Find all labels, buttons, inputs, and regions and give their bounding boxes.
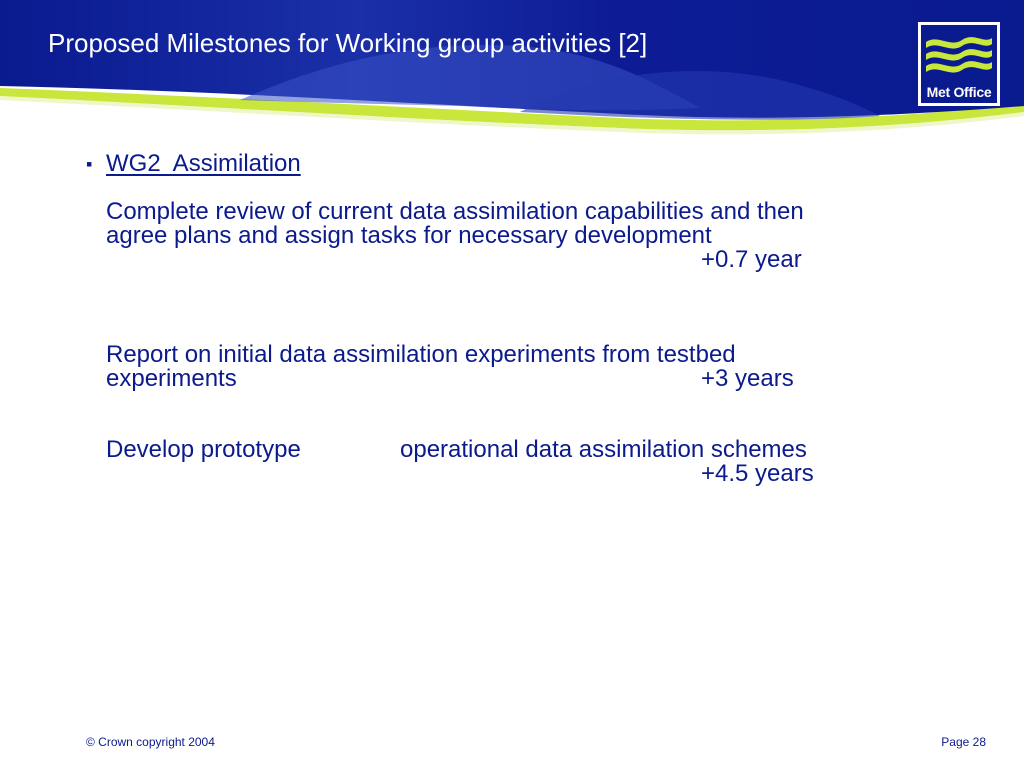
section-bullet xyxy=(86,150,986,180)
milestone-item xyxy=(106,198,986,273)
footer-page-number: Page 28 xyxy=(941,735,986,749)
milestone-line: agree plans and assign tasks for necessary development xyxy=(106,222,712,249)
milestone-duration: +3 years xyxy=(701,365,794,392)
met-office-logo xyxy=(918,22,1000,106)
slide-title: Proposed Milestones for Working group activities [2] xyxy=(48,28,648,58)
logo-text: Met Office xyxy=(926,84,992,100)
square-bullet-icon: ▪ xyxy=(86,154,93,174)
footer-copyright: © Crown copyright 2004 xyxy=(86,735,215,749)
milestone-duration: +4.5 years xyxy=(701,460,814,487)
milestone-line: experiments xyxy=(106,365,237,392)
milestone-item xyxy=(106,343,986,391)
section-heading: WG2 Assimilation xyxy=(106,150,301,177)
slide-content xyxy=(86,150,986,487)
milestone-line: Report on initial data assimilation experiments from testbed xyxy=(106,341,736,368)
milestone-text-part: operational data assimilation schemes xyxy=(400,436,807,463)
milestone-duration: +0.7 year xyxy=(701,246,802,273)
milestone-text-part: Develop prototype xyxy=(106,436,301,463)
header-wave-graphic xyxy=(0,0,1024,140)
milestone-item xyxy=(106,438,986,486)
milestone-line: Complete review of current data assimilation capabilities and then xyxy=(106,198,804,225)
header-banner xyxy=(0,0,1024,140)
